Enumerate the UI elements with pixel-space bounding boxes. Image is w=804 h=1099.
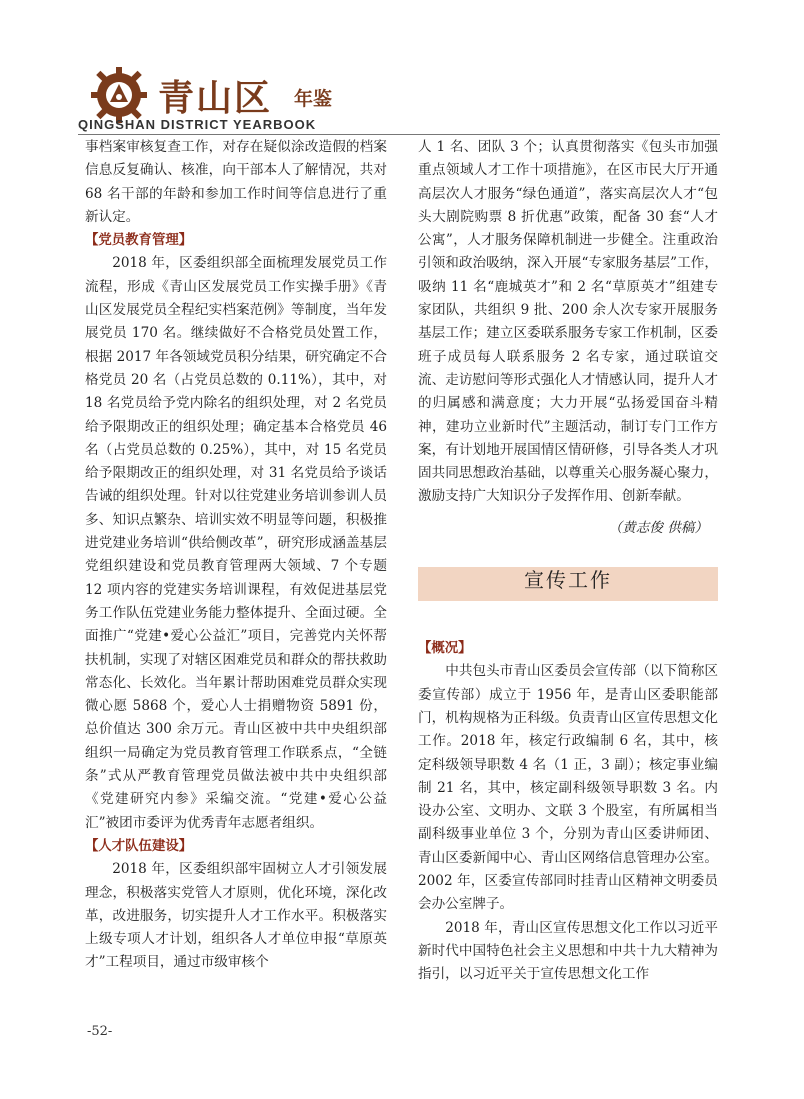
yearbook-english-title: QINGSHAN DISTRICT YEARBOOK <box>78 117 317 132</box>
paragraph: 中共包头市青山区委员会宣传部（以下简称区委宣传部）成立于 1956 年，是青山区委职能部门，机构规格为正科级。负责青山区宣传思想文化工作。2018 年，核定行政编制 6 名，其中，核定科级领导职数 4 名（1 正，3 副）；核定事业编制 21 名，其中，核定副科级领导职数 3 名。内设办公室、文明办、文联 3 个股室，有所属相当副科级事业单位 3 个，分别为青山区委讲师团、青山区委新闻中心、青山区网络信息管理办公室。2002 年，区委宣传部同时挂青山区精神文明委员会办公室牌子。 <box>418 663 718 913</box>
paragraph: 2018 年，青山区宣传思想文化工作以习近平新时代中国特色社会主义思想和中共十九大精神为指引，以习近平关于宣传思想文化工作 <box>418 919 718 983</box>
section-banner <box>418 567 718 601</box>
page-number: -52- <box>87 1024 113 1039</box>
paragraph: 2018 年，区委组织部全面梳理发展党员工作流程，形成《青山区发展党员工作实操手册》《青山区发展党员全程纪实档案范例》等制度，当年发展党员 170 名。继续做好不合格党员处置工作，根据 2017 年各领域党员积分结果，研究确定不合格党员 20 名（占党员总数的 0.11%），其中，对 18 名党员给予党内除名的组织处理，对 2 名党员给予限期改正的组织处理；确定基本合格党员 46 名（占党员总数的 0.25%），其中，对 15 名党员给予限期改正的组织处理，对 31 名党员给予谈话告诫的组织处理。针对以往党建业务培训参训人员多、知识点繁杂、培训实效不明显等问题，积极推进党建业务培训“供给侧改革”，研究形成涵盖基层党组织建设和党员教育管理两大领域、7 个专题 12 项内容的党建实务培训课程，有效促进基层党务工作队伍党建业务能力整体提升、全面过硬。全面推广“党建•爱心公益汇”项目，完善党内关怀帮扶机制，实现了对辖区困难党员和群众的帮扶救助常态化、长效化。当年累计帮助困难党员群众实现微心愿 5868 个，爱心人士捐赠物资 5891 份，总价值达 300 余万元。青山区被中共中央组织部组织一局确定为党员教育管理工作联系点，“全链条”式从严教育管理党员做法被中共中央组织部《党建研究内参》采编交流。“党建•爱心公益汇”被团市委评为优秀青年志愿者组织。 <box>85 255 387 831</box>
section-heading-overview: 【概况】 <box>418 641 472 657</box>
yearbook-subtitle: 年鉴 <box>294 88 333 110</box>
yearbook-title: 青山区 <box>158 78 273 119</box>
left-column <box>85 136 387 975</box>
gear-shield-logo-icon <box>90 66 148 124</box>
paragraph: 2018 年，区委组织部牢固树立人才引领发展理念，积极落实党管人才原则，优化环境，深化改革，改进服务，切实提升人才工作水平。积极落实上级专项人才计划，组织各人才单位申报“草原英才”工程项目，通过市级审核个 <box>85 861 387 971</box>
section-banner-title: 宣传工作 <box>524 568 612 593</box>
paragraph: 事档案审核复查工作，对存在疑似涂改造假的档案信息反复确认、核准，向干部本人了解情况，共对 68 名干部的年龄和参加工作时间等信息进行了重新认定。 <box>85 139 387 225</box>
paragraph: 人 1 名、团队 3 个；认真贯彻落实《包头市加强重点领域人才工作十项措施》，在区市民大厅开通高层次人才服务“绿色通道”，落实高层次人才“包头大剧院购票 8 折优惠”政策，配备 30 套“人才公寓”，人才服务保障机制进一步健全。注重政治引领和政治吸纳，深入开展“专家服务基层”工作，吸纳 11 名“鹿城英才”和 2 名“草原英才”组建专家团队，共组织 9 批、200 余人次专家开展服务基层工作；建立区委联系服务专家工作机制，区委班子成员每人联系服务 2 名专家，通过联谊交流、走访慰问等形式强化人才情感认同，提升人才的归属感和满意度；大力开展“弘扬爱国奋斗精神，建功立业新时代”主题活动，制订专门工作方案，有计划地开展国情区情研修，引导各类人才巩固共同思想政治基础，以尊重关心服务凝心聚力，激励支持广大知识分子发挥作用、创新奉献。 <box>418 139 718 505</box>
author-credit: （黄志俊 供稿） <box>608 519 708 536</box>
right-column <box>418 136 718 987</box>
section-heading-party-education: 【党员教育管理】 <box>85 233 193 249</box>
header-rule <box>78 134 720 135</box>
section-heading-talent: 【人才队伍建设】 <box>85 838 193 854</box>
